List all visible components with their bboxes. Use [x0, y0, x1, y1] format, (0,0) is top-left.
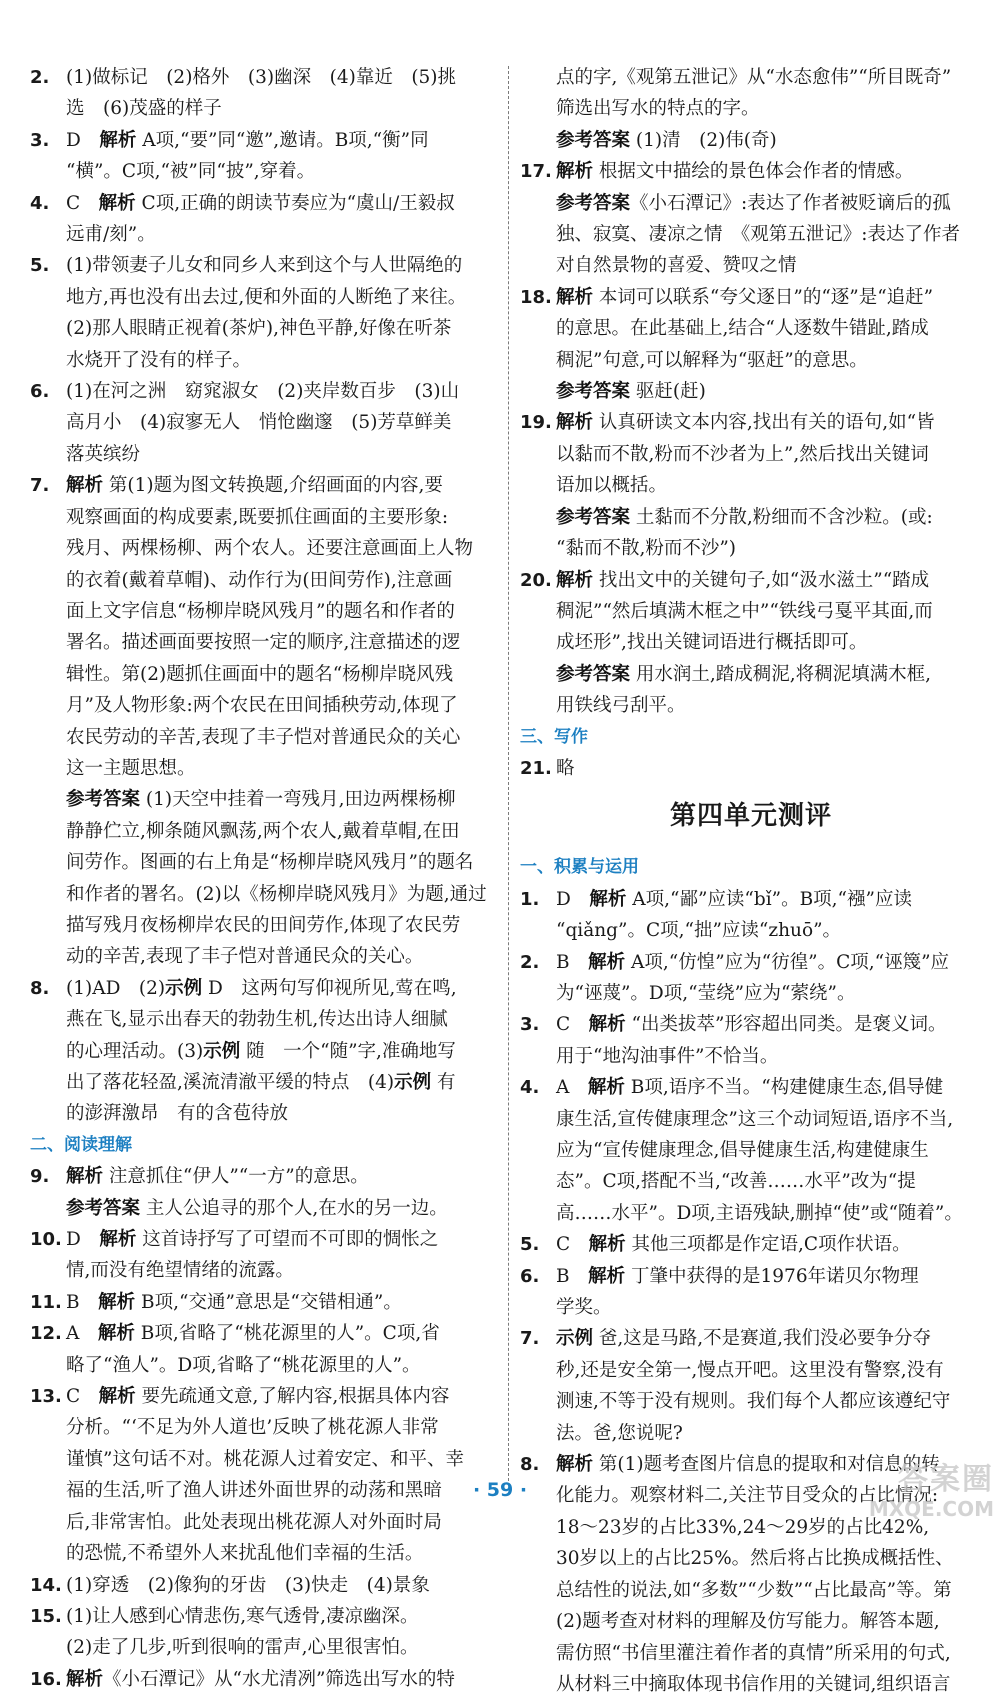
answer-line: (1)在河之洲 窈窕淑女 (2)夹岸数百步 (3)山: [66, 381, 460, 403]
answer-line: B 解析 B项,“交通”意思是“交错相通”。: [66, 1291, 402, 1313]
answer-item: [30, 1570, 498, 1601]
answer-line: “横”。C项,“被”同“披”,穿着。: [66, 161, 316, 183]
answer-line: 态”。C项,搭配不当,“改善……水平”改为“提: [556, 1171, 916, 1193]
answer-item: [30, 1287, 498, 1318]
answer-item: [30, 1161, 498, 1224]
item-number: 8.: [30, 977, 50, 999]
item-number: 1.: [520, 888, 540, 910]
answer-line: 稠泥”“然后填满木框之中”“铁线弓戛平其面,而: [556, 600, 933, 622]
answer-line: 描写残月夜杨柳岸农民的田间劳作,体现了农民劳: [66, 914, 461, 936]
answer-line: 秒,还是安全第一,慢点开吧。这里没有警察,没有: [556, 1359, 944, 1381]
answer-line: 参考答案 土黏而不分散,粉细而不含沙粒。(或:: [556, 506, 933, 528]
answer-line: D 解析 A项,“要”同“邀”,邀请。B项,“衡”同: [66, 129, 429, 151]
answer-line: 18～23岁的占比33%,24～29岁的占比42%,: [556, 1516, 930, 1538]
answer-line: 的澎湃激昂 有的含苞待放: [66, 1103, 289, 1125]
answer-line: 康生活,宣传健康理念”这三个动词短语,语序不当,: [556, 1108, 954, 1130]
answer-line: 需仿照“书信里灌注着作者的真情”所采用的句式,: [556, 1642, 951, 1664]
answer-line: 月”及人物形象:两个农民在田间插秧劳动,体现了: [66, 695, 458, 717]
answer-item: [520, 62, 982, 156]
answer-line: C 解析 其他三项都是作定语,C项作状语。: [556, 1234, 911, 1256]
answer-item: [520, 884, 982, 947]
section-heading: 三、写作: [520, 726, 588, 747]
answer-line: 燕在飞,显示出春天的勃勃生机,传达出诗人细腻: [66, 1009, 448, 1031]
answer-line: 30岁以上的占比25%。然后将占比换成概括性、: [556, 1548, 954, 1570]
answer-item: [30, 1664, 498, 1695]
answer-line: 选 (6)茂盛的样子: [66, 98, 222, 120]
answer-line: 筛选出写水的特点的字。: [556, 98, 760, 120]
answer-line: 分析。“‘不足为外人道也’反映了桃花源人非常: [66, 1417, 439, 1439]
answer-line: (1)带领妻子儿女和同乡人来到这个与人世隔绝的: [66, 255, 463, 277]
left-column: [30, 62, 498, 1695]
item-number: 17.: [520, 161, 552, 183]
answer-line: 辑性。第(2)题抓住画面中的题名“杨柳岸晓风残: [66, 663, 454, 685]
answer-line: 总结性的说法,如“多数”“少数”“占比最高”等。第: [556, 1579, 952, 1601]
answer-line: C 解析 “出类拔萃”形容超出同类。是褒义词。: [556, 1014, 947, 1036]
answer-line: 地方,再也没有出去过,便和外面的人断绝了来往。: [66, 286, 467, 308]
answer-line: 农民劳动的辛苦,表现了丰子恺对普通民众的关心: [66, 726, 461, 748]
answer-line: D 解析 这首诗抒写了可望而不可即的惆怅之: [66, 1229, 439, 1251]
item-number: 6.: [30, 381, 50, 403]
answer-line: 对自然景物的喜爱、赞叹之情: [556, 255, 797, 277]
answer-item: [30, 188, 498, 251]
item-number: 12.: [30, 1323, 62, 1345]
section-heading: 二、阅读理解: [30, 1134, 132, 1155]
answer-line: 这一主题思想。: [66, 757, 196, 779]
item-number: 5.: [30, 255, 50, 277]
answer-line: 用铁线弓刮平。: [556, 695, 686, 717]
answer-line: 参考答案 (1)清 (2)伟(奇): [556, 129, 777, 151]
answer-line: 解析 根据文中描绘的景色体会作者的情感。: [556, 161, 914, 183]
answer-item: [30, 1224, 498, 1287]
answer-line: (1)AD (2)示例 D 这两句写仰视所见,莺在鸣,: [66, 977, 457, 999]
answer-item: [30, 125, 498, 188]
item-number: 11.: [30, 1291, 62, 1313]
answer-line: (1)穿透 (2)像狗的牙齿 (3)快走 (4)景象: [66, 1574, 430, 1596]
answer-line: 面上文字信息“杨柳岸晓风残月”的题名和作者的: [66, 600, 455, 622]
answer-line: 示例 爸,这是马路,不是赛道,我们没必要争分夺: [556, 1328, 932, 1350]
answer-line: 署名。描述画面要按照一定的顺序,注意描述的逻: [66, 632, 461, 654]
item-number: 4.: [520, 1077, 540, 1099]
answer-item: [30, 376, 498, 470]
answer-line: 解析《小石潭记》从“水尤清冽”筛选出写水的特: [66, 1668, 455, 1690]
item-number: 18.: [520, 286, 552, 308]
answer-line: 法。爸,您说呢?: [556, 1422, 683, 1444]
answer-line: (2)那人眼睛正视着(茶炉),神色平静,好像在听茶: [66, 318, 452, 340]
answer-line: 点的字,《观第五泄记》从“水态愈伟”“所目既奇”: [556, 67, 952, 88]
answer-line: 水烧开了没有的样子。: [66, 349, 252, 371]
answer-line: 的心理活动。(3)示例 随 一个“随”字,准确地写: [66, 1040, 456, 1062]
answer-line: 的恐慌,不希望外人来扰乱他们幸福的生活。: [66, 1543, 424, 1565]
item-number: 2.: [30, 67, 50, 88]
answer-line: D 解析 A项,“鄙”应读“bǐ”。B项,“襁”应读: [556, 888, 912, 910]
answer-line: 后,非常害怕。此处表现出桃花源人对外面时局: [66, 1511, 442, 1533]
answer-item: [520, 753, 982, 784]
answer-item: [520, 1229, 982, 1260]
answer-item: [520, 1261, 982, 1324]
answer-line: 学奖。: [556, 1297, 612, 1319]
item-number: 9.: [30, 1166, 50, 1188]
answer-line: 谨慎”这句话不对。桃花源人过着安定、和平、幸: [66, 1448, 464, 1470]
answer-line: B 解析 丁肇中获得的是1976年诺贝尔物理: [556, 1265, 919, 1287]
answer-line: 高月小 (4)寂寥无人 悄怆幽邃 (5)芳草鲜美: [66, 412, 452, 434]
item-number: 3.: [30, 129, 50, 151]
answer-item: [520, 282, 982, 408]
answer-line: B 解析 A项,“仿惶”应为“彷徨”。C项,“诬篾”应: [556, 951, 950, 973]
answer-line: A 解析 B项,省略了“桃花源里的人”。C项,省: [66, 1323, 440, 1345]
answer-line: 远甫/刻”。: [66, 224, 156, 246]
answer-line: “黏而不散,粉而不沙”): [556, 538, 737, 560]
answer-line: 略了“渔人”。D项,省略了“桃花源里的人”。: [66, 1354, 421, 1376]
item-number: 19.: [520, 412, 552, 434]
answer-line: A 解析 B项,语序不当。“构建健康生态,倡导健: [556, 1077, 944, 1099]
answer-item: [520, 1323, 982, 1449]
answer-item: [30, 1381, 498, 1569]
column-divider: [508, 66, 509, 1481]
answer-item: [520, 1072, 982, 1229]
answer-line: 的意思。在此基础上,结合“人逐数牛错趾,踏成: [556, 318, 929, 340]
answer-line: 参考答案 (1)天空中挂着一弯残月,田边两棵杨柳: [66, 789, 456, 811]
answer-line: (2)走了几步,听到很响的雷声,心里很害怕。: [66, 1637, 419, 1659]
answer-line: “qiǎng”。C项,“拙”应读“zhuō”。: [556, 920, 842, 942]
answer-line: C 解析 要先疏通文意,了解内容,根据具体内容: [66, 1386, 450, 1408]
answer-line: 略: [556, 757, 575, 779]
answer-line: 高……水平”。D项,主语残缺,删掉“使”或“随着”。: [556, 1202, 963, 1224]
answer-line: 成坯形”,找出关键词语进行概括即可。: [556, 632, 868, 654]
item-number: 4.: [30, 192, 50, 214]
answer-line: C 解析 C项,正确的朗读节奏应为“虞山/王毅叔: [66, 192, 455, 214]
answer-line: 以黏而不散,粉而不沙者为上”,然后找出关键词: [556, 443, 929, 465]
answer-line: 独、寂寞、凄凉之情 《观第五泄记》:表达了作者: [556, 224, 960, 246]
answer-line: 参考答案 驱赶(赶): [556, 381, 706, 403]
answer-item: [520, 407, 982, 564]
watermark-bottom-text: MXQE.COM: [868, 1497, 994, 1521]
answer-line: 动的辛苦,表现了丰子恺对普通民众的关心。: [66, 946, 424, 968]
answer-item: [30, 62, 498, 125]
answer-item: [30, 1601, 498, 1664]
answer-item: [30, 973, 498, 1130]
answer-line: 参考答案《小石潭记》:表达了作者被贬谪后的孤: [556, 192, 951, 214]
item-number: 14.: [30, 1574, 62, 1596]
item-number: 10.: [30, 1229, 62, 1251]
watermark-top-text: 答案圈: [898, 1462, 994, 1497]
answer-line: 稠泥”句意,可以解释为“驱赶”的意思。: [556, 349, 868, 371]
section-heading: 一、积累与运用: [520, 857, 639, 878]
item-number: 2.: [520, 951, 540, 973]
answer-line: 为“诬蔑”。D项,“莹绕”应为“萦绕”。: [556, 982, 856, 1004]
answer-line: 解析 注意抓住“伊人”“一方”的意思。: [66, 1166, 369, 1188]
answer-line: 从材料三中摘取体现书信作用的关键词,组织语言: [556, 1673, 951, 1695]
answer-line: 出了落花轻盈,溪流清澈平缓的特点 (4)示例 有: [66, 1072, 456, 1093]
answer-line: 解析 第(1)题为图文转换题,介绍画面的内容,要: [66, 475, 443, 497]
item-number: 16.: [30, 1668, 62, 1690]
answer-line: (2)题考查对材料的理解及仿写能力。解答本题,: [556, 1611, 940, 1633]
answer-line: 参考答案 主人公追寻的那个人,在水的另一边。: [66, 1197, 448, 1219]
right-column: [520, 62, 982, 1700]
answer-line: 参考答案 用水润土,踏成稠泥,将稠泥填满木框,: [556, 663, 932, 685]
answer-line: (1)做标记 (2)格外 (3)幽深 (4)靠近 (5)挑: [66, 67, 457, 88]
answer-line: 和作者的署名。(2)以《杨柳岸晓风残月》为题,通过: [66, 883, 487, 905]
answer-line: 观察画面的构成要素,既要抓住画面的主要形象:: [66, 506, 449, 528]
answer-line: 应为“宣传健康理念,倡导健康生活,构建健康生: [556, 1140, 929, 1161]
item-number: 20.: [520, 569, 552, 591]
item-number: 8.: [520, 1454, 540, 1476]
answer-line: 语加以概括。: [556, 475, 668, 497]
answer-line: 解析 本词可以联系“夸父逐日”的“逐”是“追赶”: [556, 286, 934, 308]
item-number: 7.: [520, 1328, 540, 1350]
answer-item: [30, 250, 498, 376]
answer-line: 的衣着(戴着草帽)、动作行为(田间劳作),注意画: [66, 569, 453, 591]
answer-line: 情,而没有绝望情绪的流露。: [66, 1260, 294, 1282]
item-number: 15.: [30, 1605, 62, 1627]
answer-line: (1)让人感到心情悲伤,寒气透骨,凄凉幽深。: [66, 1605, 419, 1627]
answer-line: 测速,不等于没有规则。我们每个人都应该遵纪守: [556, 1391, 951, 1413]
item-number: 6.: [520, 1265, 540, 1287]
answer-line: 静静伫立,柳条随风飘荡,两个农人,戴着草帽,在田: [66, 820, 460, 842]
item-number: 21.: [520, 757, 552, 779]
answer-line: 化能力。观察材料二,关注节目受众的占比情况:: [556, 1485, 939, 1507]
answer-line: 残月、两棵杨柳、两个农人。还要注意画面上人物: [66, 538, 474, 560]
answer-item: [520, 1009, 982, 1072]
item-number: 7.: [30, 475, 50, 497]
answer-item: [30, 1318, 498, 1381]
unit-title: 第四单元测评: [669, 801, 832, 832]
answer-line: 用于“地沟油事件”不恰当。: [556, 1045, 779, 1067]
answer-line: 解析 找出文中的关键句子,如“汲水滋土”“踏成: [556, 569, 930, 591]
item-number: 3.: [520, 1014, 540, 1036]
item-number: 5.: [520, 1234, 540, 1256]
page-number: · 59 ·: [472, 1479, 528, 1501]
answer-line: 解析 认真研读文本内容,找出有关的语句,如“皆: [556, 412, 935, 434]
answer-item: [520, 565, 982, 722]
answer-line: 落英缤纷: [66, 443, 141, 465]
item-number: 13.: [30, 1386, 62, 1408]
answer-line: 间劳作。图画的右上角是“杨柳岸晓风残月”的题名: [66, 852, 474, 874]
answer-item: [30, 470, 498, 973]
answer-line: 福的生活,听了渔人讲述外面世界的动荡和黑暗: [66, 1480, 442, 1502]
answer-item: [520, 156, 982, 282]
answer-item: [520, 947, 982, 1010]
watermark-logo: [834, 1462, 994, 1524]
answer-line: 解析 第(1)题考查图片信息的提取和对信息的转: [556, 1454, 940, 1476]
